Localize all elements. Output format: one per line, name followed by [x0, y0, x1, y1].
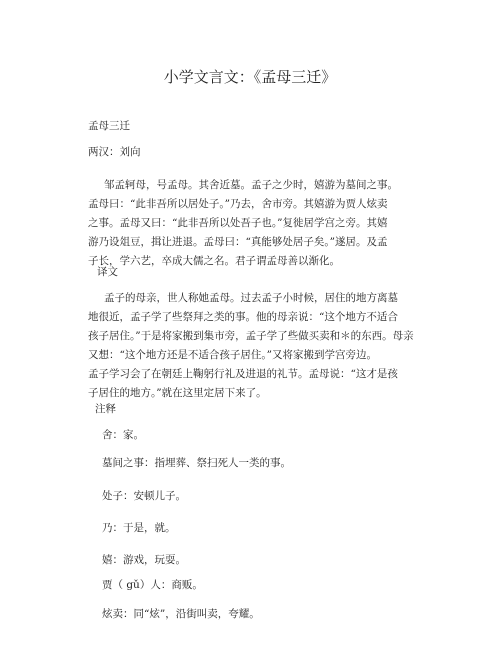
section-heading: 孟母三迁 [88, 120, 130, 132]
original-text [88, 176, 398, 271]
translation-line: 孩子居住。”于是将家搬到集市旁，孟子学了些做买卖和＊的东西。母亲 [88, 330, 414, 342]
note-item: 乃：于是，就。 [102, 522, 176, 534]
original-line: 子长，学六艺，卒成大儒之名。君子谓孟母善以渐化。 [88, 255, 340, 267]
note-item: 炫卖：同“炫”，沿街叫卖，夸耀。 [102, 608, 260, 620]
notes-heading: 注释 [95, 403, 116, 415]
original-line: 游乃设俎豆，揖让进退。孟母曰：“真能够处居子矣。”遂居。及孟 [88, 236, 388, 248]
note-item: 嬉：游戏，玩耍。 [102, 554, 186, 566]
translation-text [88, 289, 414, 403]
translation-line: 地很近，孟子学了些祭拜之类的事。他的母亲说：“这个地方不适合 [88, 311, 398, 323]
translation-line: 又想：“这个地方还是不适合孩子居住。”又将家搬到学宫旁边。 [88, 349, 377, 361]
page-title: 小学文言文：《孟母三迁》 [163, 68, 337, 86]
author-line: 两汉：刘向 [88, 146, 141, 158]
translation-line: 孟子学习会了在朝廷上鞠躬行礼及进退的礼节。孟母说：“这才是孩 [88, 368, 398, 380]
original-line: 孟母曰：“此非吾所以居处子。”乃去，舍市旁。其嬉游为贾人炫卖 [88, 198, 388, 210]
translation-line: 孟子的母亲，世人称她孟母。过去孟子小时候，居住的地方离墓 [104, 292, 398, 304]
original-line: 邹孟轲母，号孟母。其舍近墓。孟子之少时，嬉游为墓间之事。 [104, 179, 398, 191]
original-line: 之事。孟母又曰：“此非吾所以处吾子也。”复徙居学宫之旁。其嬉 [88, 217, 388, 229]
note-item: 贾（ gǔ）人：商贩。 [102, 579, 203, 591]
translation-heading: 译文 [97, 266, 118, 278]
note-item: 墓间之事：指埋葬、祭扫死人一类的事。 [102, 457, 291, 469]
translation-line: 子居住的地方。”就在这里定居下来了。 [88, 387, 267, 399]
note-item: 舍：家。 [102, 429, 144, 441]
note-item: 处子：安顿儿子。 [102, 490, 186, 502]
